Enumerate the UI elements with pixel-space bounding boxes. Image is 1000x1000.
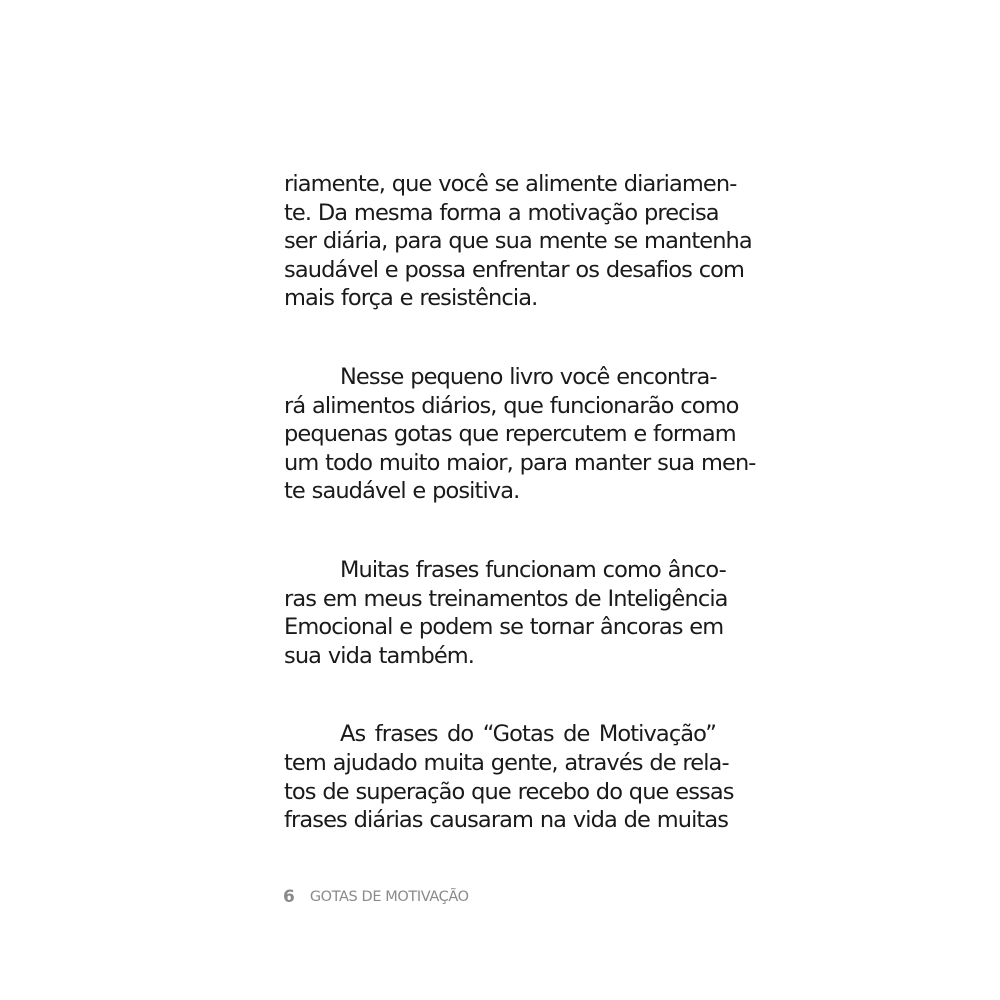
paragraph-1 <box>284 170 752 313</box>
text-line: ser diária, para que sua mente se mantenha <box>284 228 752 255</box>
running-title: GOTAS DE MOTIVAÇÃO <box>309 889 469 905</box>
text-line: sua vida também. <box>284 642 475 669</box>
text-line: Emocional e podem se tornar âncoras em <box>284 614 724 641</box>
paragraph-spacer <box>284 506 716 556</box>
text-line: rá alimentos diários, que funcionarão como <box>284 392 739 419</box>
paragraph-spacer <box>284 313 716 363</box>
text-line: ras em meus treinamentos de Inteligência <box>284 585 728 612</box>
text-line: pequenas gotas que repercutem e formam <box>284 421 736 448</box>
text-line: As frases do “Gotas de Motivação” <box>340 721 716 748</box>
text-line: tem ajudado muita gente, através de rela- <box>284 749 729 776</box>
text-line: te saudável e positiva. <box>284 478 520 505</box>
paragraph-2 <box>284 363 756 506</box>
page-footer <box>283 884 469 910</box>
text-line: Nesse pequeno livro você encontra- <box>340 363 717 390</box>
paragraph-4 <box>284 720 734 834</box>
text-line: saudável e possa enfrentar os desafios com <box>284 256 745 283</box>
text-line: tos de superação que recebo do que essas <box>284 778 734 805</box>
text-line: mais força e resistência. <box>284 285 538 312</box>
paragraph-spacer <box>284 670 716 720</box>
page-number: 6 <box>283 887 295 907</box>
text-line: te. Da mesma forma a motivação precisa <box>284 199 719 226</box>
text-line: Muitas frases funcionam como ânco- <box>340 556 726 583</box>
text-line: um todo muito maior, para manter sua men- <box>284 449 756 476</box>
text-line: riamente, que você se alimente diariamen- <box>284 171 737 197</box>
text-line: frases diárias causaram na vida de muitas <box>284 807 729 834</box>
body-text <box>284 170 756 835</box>
paragraph-3 <box>284 556 728 670</box>
